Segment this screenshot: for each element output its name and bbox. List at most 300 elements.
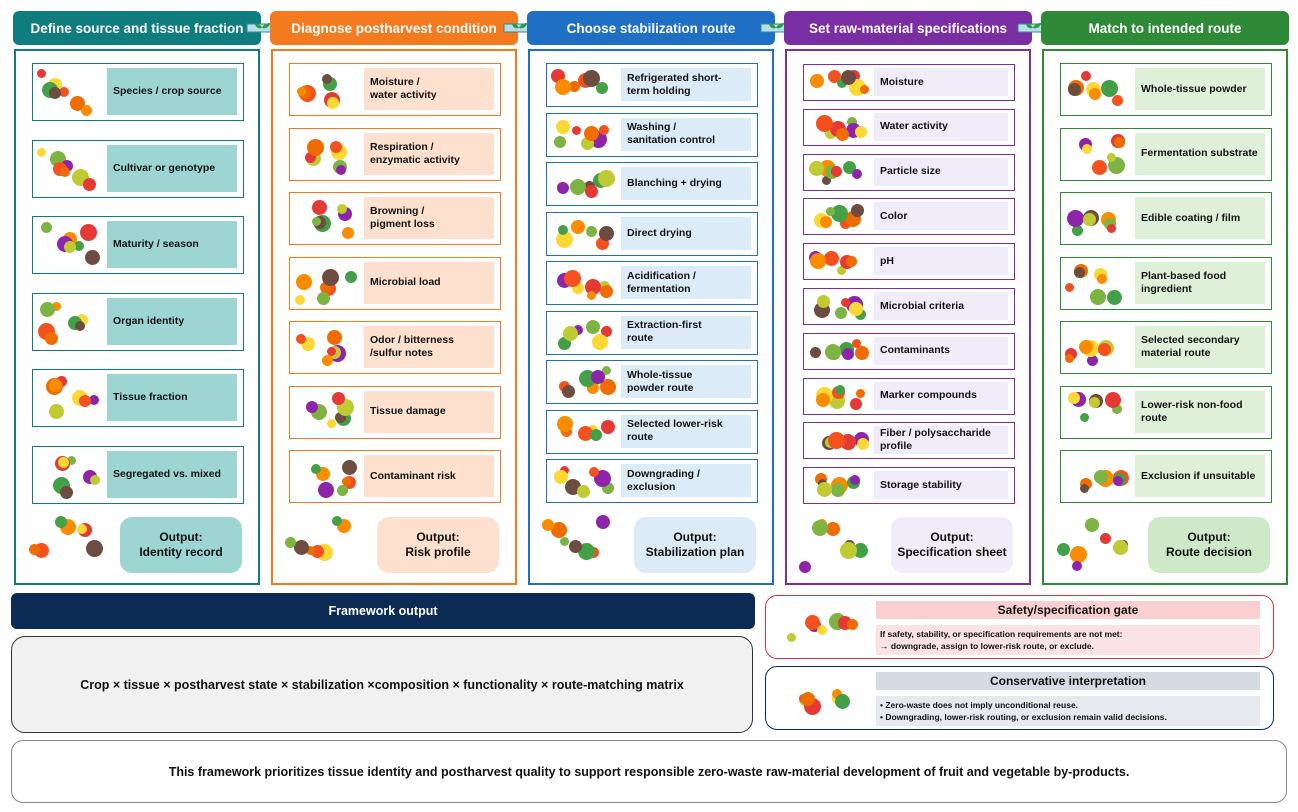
produce-dot [847,619,858,630]
produce-dot [558,225,568,235]
produce-illustration-icon [804,469,872,502]
produce-dot [1107,153,1116,162]
produce-dot [1107,224,1116,233]
produce-dot [857,438,869,450]
produce-dot [85,250,100,265]
produce-dot [327,330,342,345]
criterion-label: Organ identity [107,298,237,345]
produce-illustration-icon [33,142,105,196]
produce-dot [77,524,87,534]
produce-dot [1068,83,1081,96]
produce-illustration-icon [804,290,872,323]
produce-dot [1080,484,1089,493]
criterion-card [1060,257,1272,310]
produce-dot [49,404,64,419]
criterion-label: Plant-based food ingredient [1135,262,1265,304]
produce-dot [311,464,321,474]
column-output-box: Output: Specification sheet [891,517,1013,573]
produce-dot [599,226,614,241]
produce-dot [841,70,856,85]
produce-illustration-icon [1061,388,1133,437]
produce-dot [40,302,55,317]
output-illustration [795,511,885,577]
produce-dot [817,482,832,497]
produce-dot [592,334,608,350]
matrix-box [11,636,753,733]
produce-illustration-icon [547,115,619,155]
produce-illustration-icon [1061,323,1133,372]
criterion-card [1060,321,1272,374]
produce-dot [1072,561,1082,571]
produce-dot [45,332,58,345]
produce-dot [835,385,845,395]
criterion-label: Particle size [874,158,1008,186]
produce-illustration-icon [1061,194,1133,243]
produce-dot [1068,392,1080,404]
safety-gate-title: Safety/specification gate [876,601,1260,619]
column-panel-4 [785,49,1031,585]
produce-dot [824,251,839,266]
produce-illustration-icon [33,448,105,502]
produce-dot [810,74,824,88]
produce-illustration-icon [547,461,619,501]
criterion-label: Microbial criteria [874,292,1008,320]
produce-dot [81,105,92,116]
criterion-card [32,140,244,198]
criterion-card [803,378,1015,415]
produce-dot [820,216,832,228]
produce-illustration-icon [1061,452,1133,501]
criterion-label: Moisture / water activity [364,68,494,110]
criterion-label: Color [874,202,1008,230]
column-output-box: Output: Identity record [120,517,242,573]
produce-illustration-icon [33,65,105,119]
produce-dot [586,226,597,237]
criterion-label: Storage stability [874,471,1008,499]
produce-dot [75,321,85,331]
criterion-label: Downgrading / exclusion [621,464,751,497]
criterion-card [32,63,244,121]
produce-dot [836,128,849,141]
criterion-card [289,257,501,310]
criterion-label: Maturity / season [107,221,237,268]
produce-dot [570,179,586,195]
produce-illustration-icon [290,194,362,243]
produce-dot [1097,274,1107,284]
produce-dot [598,170,615,187]
criterion-label: Fiber / polysaccharide profile [874,426,1008,454]
produce-dot [1090,289,1106,305]
criterion-card [546,63,758,107]
produce-dot [599,125,609,135]
produce-illustration-icon [547,313,619,353]
criterion-label: Selected secondary material route [1135,326,1265,368]
criterion-card [803,154,1015,191]
column-header-4: Set raw-material specifications [784,11,1032,45]
interpretation-line1: • Zero-waste does not imply unconditional reuse. [880,700,1079,710]
criterion-label: Whole-tissue powder route [621,365,751,398]
column-panel-1 [14,49,260,585]
criterion-label: Refrigerated short- term holding [621,68,751,101]
produce-dot [37,148,46,157]
produce-dot [852,169,862,179]
produce-illustration-icon [547,412,619,452]
produce-dot [577,485,590,498]
produce-illustration-icon [804,66,872,99]
produce-illustration-icon [1061,65,1133,114]
produce-dot [801,692,815,706]
produce-illustration-icon [547,164,619,204]
produce-dot [585,185,598,198]
produce-dot [601,420,615,434]
produce-illustration-icon [33,218,105,272]
criterion-card [546,113,758,157]
criterion-card [803,64,1015,101]
criterion-label: Microbial load [364,262,494,304]
produce-dot [37,69,46,78]
criterion-label: pH [874,247,1008,275]
produce-dot [330,141,342,153]
produce-illustration-icon [24,511,114,577]
interpretation-illustration [780,675,864,723]
produce-dot [79,395,91,407]
criterion-label: Whole-tissue powder [1135,68,1265,110]
produce-dot [557,182,569,194]
produce-dot [556,120,570,134]
produce-dot [327,419,336,428]
produce-dot [816,115,833,132]
produce-illustration-icon [1061,259,1133,308]
produce-dot [1114,137,1125,148]
criterion-card [803,422,1015,459]
produce-dot [322,269,339,286]
produce-dot [809,161,824,176]
produce-dot [1112,95,1123,106]
produce-dot [855,126,867,138]
produce-illustration-icon [804,111,872,144]
criterion-card [32,446,244,504]
produce-dot [1107,290,1122,305]
produce-dot [80,224,97,241]
safety-gate-line1: If safety, stability, or specification requirements are not met: [880,629,1123,639]
produce-illustration-icon [804,424,872,457]
framework-output-bar [11,593,755,629]
criterion-label: Blanching + drying [621,167,751,200]
produce-dot [60,167,70,177]
produce-dot [297,87,306,96]
produce-dot [306,401,318,413]
produce-dot [835,307,847,319]
criterion-card [546,212,758,256]
produce-dot [554,470,568,484]
criterion-label: Water activity [874,113,1008,141]
criterion-label: Selected lower-risk route [621,415,751,448]
produce-illustration-icon [281,511,371,577]
produce-dot [840,542,857,559]
produce-dot [817,295,830,308]
produce-dot [1089,88,1101,100]
footer-text: This framework prioritizes tissue identity and postharvest quality to support responsible zero-waste raw-material development of fruit and vegetable by-products. [168,764,1130,779]
produce-dot [345,271,357,283]
produce-dot [805,615,820,630]
criterion-card [1060,63,1272,116]
criterion-card [803,109,1015,146]
produce-dot [1067,210,1084,227]
produce-dot [312,217,321,226]
produce-dot [322,74,332,84]
produce-dot [86,540,103,557]
produce-dot [1098,343,1111,356]
criterion-label: Tissue fraction [107,374,237,421]
produce-dot [1094,470,1108,484]
interpretation-body [876,696,1260,726]
produce-dot [842,348,854,360]
produce-dot [850,398,862,410]
output-illustration [538,511,628,577]
produce-dot [586,320,600,334]
produce-dot [825,344,841,360]
produce-illustration-icon [290,323,362,372]
criterion-label: Fermentation substrate [1135,133,1265,175]
framework-output-label: Framework output [328,604,438,618]
produce-dot [342,460,357,475]
produce-illustration-icon [1052,511,1142,577]
column-output-box: Output: Route decision [1148,517,1270,573]
produce-dot [342,227,354,239]
produce-dot [296,274,312,290]
produce-dot [322,355,333,366]
produce-illustration-icon [290,259,362,308]
safety-gate-body [876,625,1260,655]
output-illustration [1052,511,1142,577]
criterion-card [546,459,758,503]
criterion-card [1060,386,1272,439]
produce-illustration-icon [33,295,105,349]
produce-dot [307,139,324,156]
criterion-label: Browning / pigment loss [364,197,494,239]
criterion-card [546,360,758,404]
safety-gate-line2: → downgrade, assign to lower-risk route, or exclude. [880,641,1094,651]
gate-illustration [780,604,864,652]
interpretation-line2: • Downgrading, lower-risk routing, or exclusion remain valid decisions. [880,712,1167,722]
criterion-card [289,321,501,374]
criterion-label: Exclusion if unsuitable [1135,455,1265,497]
criterion-card [546,261,758,305]
criterion-card [803,288,1015,325]
produce-dot [835,694,850,709]
produce-dot [64,241,76,253]
produce-illustration-icon [538,511,628,577]
criterion-card [803,333,1015,370]
interpretation-title: Conservative interpretation [876,672,1260,690]
produce-dot [560,537,569,546]
criterion-label: Edible coating / film [1135,197,1265,239]
produce-dot [1074,267,1085,278]
produce-dot [812,520,828,536]
produce-dot [856,389,865,398]
produce-dot [1065,354,1074,363]
produce-dot [41,222,52,233]
produce-dot [826,522,840,536]
criterion-card [546,311,758,355]
criterion-label: Direct drying [621,217,751,250]
produce-illustration-icon [804,200,872,233]
produce-illustration-icon [804,245,872,278]
criterion-label: Extraction-first route [621,316,751,349]
column-output-box: Output: Stabilization plan [634,517,756,573]
criterion-card [289,63,501,116]
produce-dot [590,429,602,441]
produce-dot [571,220,585,234]
produce-dot [1113,476,1123,486]
criterion-label: Respiration / enzymatic activity [364,133,494,175]
produce-dot [296,334,306,344]
criterion-label: Species / crop source [107,68,237,115]
criterion-label: Segregated vs. mixed [107,451,237,498]
produce-illustration-icon [547,362,619,402]
produce-dot [554,136,566,148]
criterion-card [1060,128,1272,181]
produce-illustration-icon [804,380,872,413]
produce-dot [572,126,581,135]
produce-dot [542,519,554,531]
produce-dot [563,326,578,341]
conservative-interpretation-box [765,666,1274,730]
produce-dot [860,85,869,94]
criterion-card [32,216,244,274]
column-header-1: Define source and tissue fraction [13,11,261,45]
produce-dot [285,537,296,548]
produce-dot [60,486,73,499]
produce-dot [58,457,69,468]
produce-dot [787,633,796,642]
produce-dot [831,483,845,497]
produce-dot [1089,397,1100,408]
safety-gate-box [765,595,1274,659]
produce-dot [1057,543,1070,556]
produce-dot [810,347,821,358]
produce-dot [591,370,605,384]
criterion-card [32,293,244,351]
criterion-card [289,192,501,245]
criterion-label: Cultivar or genotype [107,145,237,192]
produce-illustration-icon [290,388,362,437]
criterion-card [1060,192,1272,245]
produce-dot [29,544,40,555]
produce-dot [295,295,305,305]
criterion-label: Tissue damage [364,391,494,433]
produce-dot [337,204,347,214]
produce-dot [90,475,100,485]
produce-dot [318,482,334,498]
produce-dot [855,346,869,360]
column-output-box: Output: Risk profile [377,517,499,573]
produce-dot [1101,80,1118,97]
produce-illustration-icon [1061,130,1133,179]
column-panel-2 [271,49,517,585]
produce-dot [557,416,573,432]
produce-illustration-icon [780,675,864,723]
criterion-card [803,198,1015,235]
produce-dot [596,515,610,529]
criterion-card [546,410,758,454]
criterion-label: Odor / bitterness /sulfur notes [364,326,494,368]
criterion-label: Marker compounds [874,382,1008,410]
produce-illustration-icon [547,214,619,254]
produce-dot [589,467,599,477]
produce-dot [600,285,613,298]
produce-dot [799,561,811,573]
produce-illustration-icon [290,452,362,501]
produce-dot [1092,160,1107,175]
produce-illustration-icon [780,604,864,652]
produce-dot [1081,71,1091,81]
criterion-card [1060,450,1272,503]
produce-dot [327,97,339,109]
criterion-card [803,243,1015,280]
produce-dot [846,256,857,267]
criterion-card [289,450,501,503]
criterion-label: Acidification / fermentation [621,266,751,299]
produce-dot [332,392,345,405]
produce-illustration-icon [33,371,105,425]
criterion-card [289,128,501,181]
criterion-label: Contaminant risk [364,455,494,497]
criterion-label: Moisture [874,68,1008,96]
produce-dot [312,200,327,215]
produce-dot [55,516,67,528]
matrix-text: Crop × tissue × postharvest state × stabilization ×composition × functionality × route-matching matrix [80,677,684,692]
produce-dot [587,291,596,300]
produce-dot [562,385,575,398]
produce-dot [83,178,96,191]
produce-dot [1079,340,1093,354]
produce-dot [583,70,600,87]
produce-dot [294,540,309,555]
produce-dot [1065,283,1074,292]
produce-dot [569,540,582,553]
footer-statement [11,740,1287,803]
produce-dot [1113,540,1128,555]
criterion-label: Washing / sanitation control [621,118,751,151]
criterion-card [803,467,1015,504]
produce-illustration-icon [804,335,872,368]
column-header-3: Choose stabilization route [527,11,775,45]
column-header-2: Diagnose postharvest condition [270,11,518,45]
produce-dot [49,87,61,99]
produce-dot [1080,413,1089,422]
column-panel-5 [1042,49,1288,585]
criterion-label: Contaminants [874,337,1008,365]
output-illustration [24,511,114,577]
produce-dot [1083,213,1096,226]
produce-dot [564,270,581,287]
produce-dot [851,204,864,217]
produce-dot [332,516,342,526]
criterion-label: Lower-risk non-food route [1135,391,1265,433]
produce-dot [1082,144,1092,154]
produce-dot [1100,533,1111,544]
produce-dot [831,166,842,177]
output-illustration [281,511,371,577]
produce-illustration-icon [804,156,872,189]
column-header-5: Match to intended route [1041,11,1289,45]
produce-dot [1105,392,1121,408]
produce-illustration-icon [290,65,362,114]
produce-dot [337,485,348,496]
criterion-card [546,162,758,206]
criterion-card [289,386,501,439]
